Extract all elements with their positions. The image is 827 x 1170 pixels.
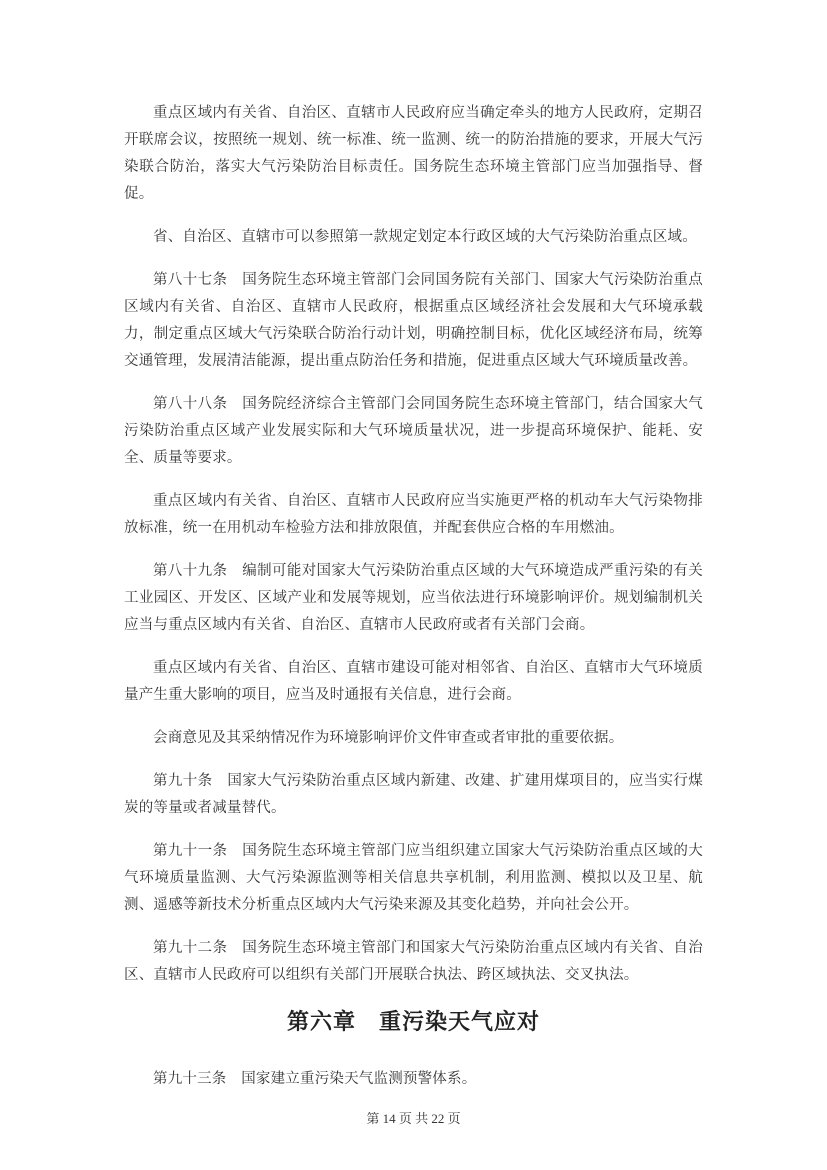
chapter-heading: 第六章 重污染天气应对: [286, 1009, 540, 1034]
body-paragraph-article-89: 第八十九条 编制可能对国家大气污染防治重点区域的大气环境造成严重污染的有关工业园区、开发区、区域产业和发展等规划，应当依法进行环境影响评价。规划编制机关应当与重点区域内有关省、自治区、直辖市人民政府或者有关部门会商。: [124, 563, 703, 633]
body-paragraph-article-92: 第九十二条 国务院生态环境主管部门和国家大气污染防治重点区域内有关省、自治区、直辖市人民政府可以组织有关部门开展联合执法、跨区域执法、交叉执法。: [124, 940, 703, 983]
body-paragraph: 会商意见及其采纳情况作为环境影响评价文件审查或者审批的重要依据。: [153, 730, 624, 746]
body-paragraph: 重点区域内有关省、自治区、直辖市人民政府应当实施更严格的机动车大气污染物排放标准，统一在用机动车检验方法和排放限值，并配套供应合格的车用燃油。: [124, 493, 703, 536]
body-paragraph: 省、自治区、直辖市可以参照第一款规定划定本行政区域的大气污染防治重点区域。: [153, 229, 697, 245]
body-paragraph-article-91: 第九十一条 国务院生态环境主管部门应当组织建立国家大气污染防治重点区域的大气环境质量监测、大气污染源监测等相关信息共享机制，利用监测、模拟以及卫星、航测、遥感等新技术分析重点区域内大气污染来源及其变化趋势，并向社会公开。: [124, 843, 703, 913]
page-number: 第 14 页 共 22 页: [366, 1111, 461, 1126]
body-paragraph-article-88: 第八十八条 国务院经济综合主管部门会同国务院生态环境主管部门，结合国家大气污染防治重点区域产业发展实际和大气环境质量状况，进一步提高环境保护、能耗、安全、质量等要求。: [124, 396, 703, 466]
body-paragraph-article-87: 第八十七条 国务院生态环境主管部门会同国务院有关部门、国家大气污染防治重点区域内有关省、自治区、直辖市人民政府，根据重点区域经济社会发展和大气环境承载力，制定重点区域大气污染联合防治行动计划，明确控制目标，优化区域经济布局，统筹交通管理，发展清洁能源，提出重点防治任务和措施，促进重点区域大气环境质量改善。: [124, 272, 703, 369]
body-paragraph: 重点区域内有关省、自治区、直辖市人民政府应当确定牵头的地方人民政府，定期召开联席会议，按照统一规划、统一标准、统一监测、统一的防治措施的要求，开展大气污染联合防治，落实大气污染防治目标责任。国务院生态环境主管部门应当加强指导、督促。: [124, 105, 703, 202]
body-paragraph-article-90: 第九十条 国家大气污染防治重点区域内新建、改建、扩建用煤项目的，应当实行煤炭的等量或者减量替代。: [124, 773, 703, 816]
body-paragraph: 重点区域内有关省、自治区、直辖市建设可能对相邻省、自治区、直辖市大气环境质量产生重大影响的项目，应当及时通报有关信息，进行会商。: [124, 660, 703, 703]
document-body: [124, 0, 703, 1129]
page-footer: [124, 1109, 703, 1129]
body-paragraph-article-93: 第九十三条 国家建立重污染天气监测预警体系。: [153, 1071, 477, 1087]
